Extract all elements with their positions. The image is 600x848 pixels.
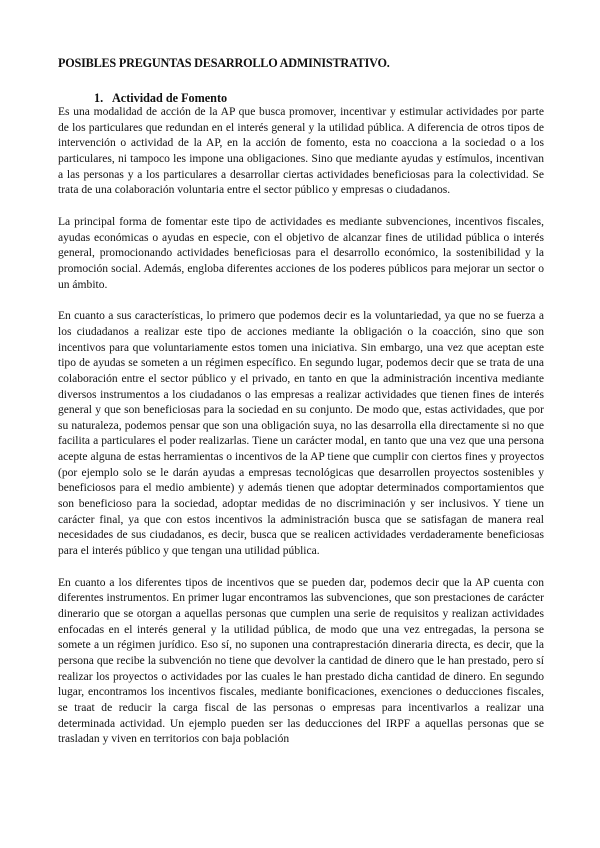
document-title: POSIBLES PREGUNTAS DESARROLLO ADMINISTRATIVO. [58,56,390,70]
section-number: 1. [94,91,104,105]
paragraph-incentive-types: En cuanto a los diferentes tipos de incentivos que se pueden dar, podemos decir que la AP cuenta con diferentes instrumentos. En primer lugar encontramos las subvenciones, que son prestaciones de carácter dinerario que se otorgan a aquellas personas que cumplen una serie de requisitos y realizan actividades enfocadas en el interés general y la utilidad pública, de modo que una vez entregadas, la persona se somete a un régimen jurídico. Eso sí, no suponen una contraprestación dineraria directa, es decir, que la persona que recibe la subvención no tiene que devolver la cantidad de dinero que le han prestado, pero sí realizar los proyectos o actividades por las cuales le han prestado dicha cantidad de dinero. En segundo lugar, encontramos los incentivos fiscales, mediante bonificaciones, exenciones o deducciones fiscales, se traat de reducir la carga fiscal de las personas o empresas para incentivarlos a realizar una determinada actividad. Un ejemplo pueden ser las deducciones del IRPF a aquellas personas que se trasladan y viven en territorios con baja población [58,576,544,746]
paragraph-characteristics: En cuanto a sus características, lo primero que podemos decir es la voluntariedad, ya que no se fuerza a los ciudadanos a realizar este tipo de acciones mediante la obligación o la coacción, sino que son incentivos para que voluntariamente estos tomen una iniciativa. Sin embargo, una vez que aceptan este tipo de ayudas se someten a un régimen específico. En segundo lugar, podemos decir que se trata de una colaboración entre el sector público y el privado, en tanto en que la administración incentiva mediante diversos instrumentos a los ciudadanos o las empresas a realizar actividades que tienen fines de interés general y que son beneficiosas para la sociedad en su conjunto. De modo que, estas actividades, que por su naturaleza, podemos pensar que son una obligación suya, no las desarrolla ella directamente si no que facilita a particulares el poder realizarlas. Tiene un carácter modal, en tanto que una vez que una persona acepte alguna de estas herramientas o incentivos de la AP tiene que cumplir con ciertos fines y proyectos (por ejemplo solo se le darán ayudas a empresas tecnológicas que desarrollen proyectos sostenibles y beneficiosos para el medio ambiente) y además tienen que adoptar determinados comportamientos que son beneficioso para la sociedad, adoptar medidas de no discriminación y ser inclusivos. Y tiene un carácter final, ya que con estos incentivos la administración busca que se satisfagan de manera real necesidades de sus ciudadanos, es decir, busca que se realicen actividades verdaderamente beneficiosas para el interés público y que tengan una utilidad pública. [58,310,544,558]
section-heading [94,91,227,106]
paragraph-forms: La principal forma de fomentar este tipo de actividades es mediante subvenciones, incentivos fiscales, ayudas económicas o ayudas en especie, con el objetivo de alcanzar fines de utilidad pública o interés general, promocionando actividades beneficiosas para el desarrollo económico, la sostenibilidad y la promoción social. Además, engloba diferentes acciones de los poderes públicos para mejorar un sector o un ámbito. [58,215,544,291]
document-body [58,105,544,748]
section-title: Actividad de Fomento [112,91,228,105]
paragraph-definition: Es una modalidad de acción de la AP que busca promover, incentivar y estimular actividades por parte de los particulares que redundan en el interés general y la utilidad pública. A diferencia de otros tipos de intervención o actividad de la AP, en la acción de fomento, esta no coacciona a la sociedad o a los particulares, ni tampoco les impone una obligaciones. Sino que mediante ayudas y estímulos, incentivan a las personas y a los particulares a desarrollar ciertas actividades beneficiosas para la colectividad. Se trata de una colaboración voluntaria entre el sector público y empresas o ciudadanos. [58,106,544,197]
